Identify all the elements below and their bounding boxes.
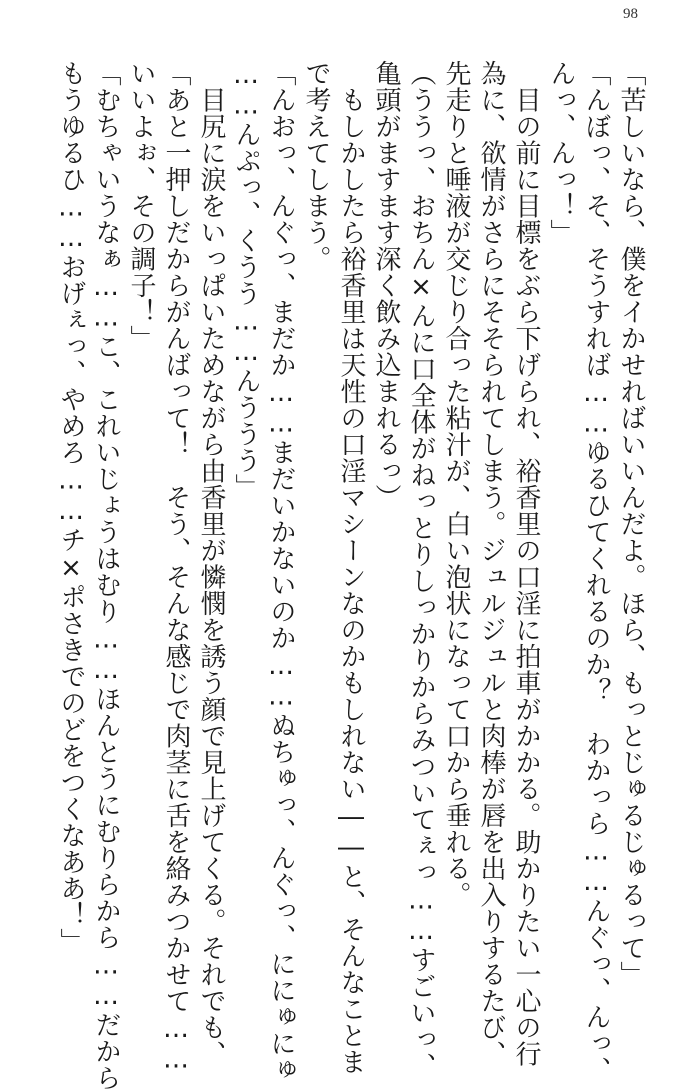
text-line: 「んぼっ、そ、そうすれば……ゆるひてくれるのか？ わかっら……んぐっ、んっ、	[581, 60, 611, 1083]
text-line: もうゆるひ……おげぇっ、やめろ……チ×ポさきでのどをつくなああ！」	[56, 60, 86, 955]
text-line: んっ、んっ！」	[546, 60, 576, 246]
novel-text-body	[56, 60, 648, 1091]
text-line: （ううっ、おちん×んに口全体がねっとりしっかりからみついてぇっ……すごいっ、	[406, 60, 436, 1079]
text-line: 「むちゃいうなぁ……こ、これいじょうはむり……ほんとうにむりらから……だから	[91, 60, 121, 1091]
text-line: 目の前に目標をぶら下げられ、裕香里の口淫に拍車がかかる。助かりたい一心の行	[511, 60, 541, 1067]
text-line: 為に、欲情がさらにそそられてしまう。ジュルジュルと肉棒が唇を出入りするたび、	[476, 60, 506, 1067]
text-line: 目尻に涙をいっぱいためながら由香里が憐憫を誘う顔で見上げてくる。それでも、	[196, 60, 226, 1067]
page-number: 98	[623, 6, 638, 22]
text-line: で考えてしまう。	[301, 60, 331, 272]
text-line: ……んぷっ、くうう……んううう」	[231, 60, 261, 500]
text-line: もしかしたら裕香里は天性の口淫マシーンなのかもしれない――と、そんなことま	[336, 60, 366, 1075]
text-line: 亀頭がますます深く飲み込まれるっ）	[371, 60, 401, 511]
text-line: 先走りと唾液が交じり合った粘汁が、白い泡状になって口から垂れる。	[441, 60, 471, 908]
text-line: 「あと一押しだからがんばって！ そう、そんな感じで肉茎に舌を絡みつかせて……	[161, 60, 191, 1075]
text-line: いいよぉ、その調子！」	[126, 60, 156, 352]
text-line: 「んおっ、んぐっ、まだか……まだいかないのか……ぬちゅっ、んぐっ、ににゅにゅ	[266, 60, 296, 1083]
text-line: 「苦しいなら、僕をイかせればいいんだよ。ほら、もっとじゅるじゅるって」	[616, 60, 646, 988]
